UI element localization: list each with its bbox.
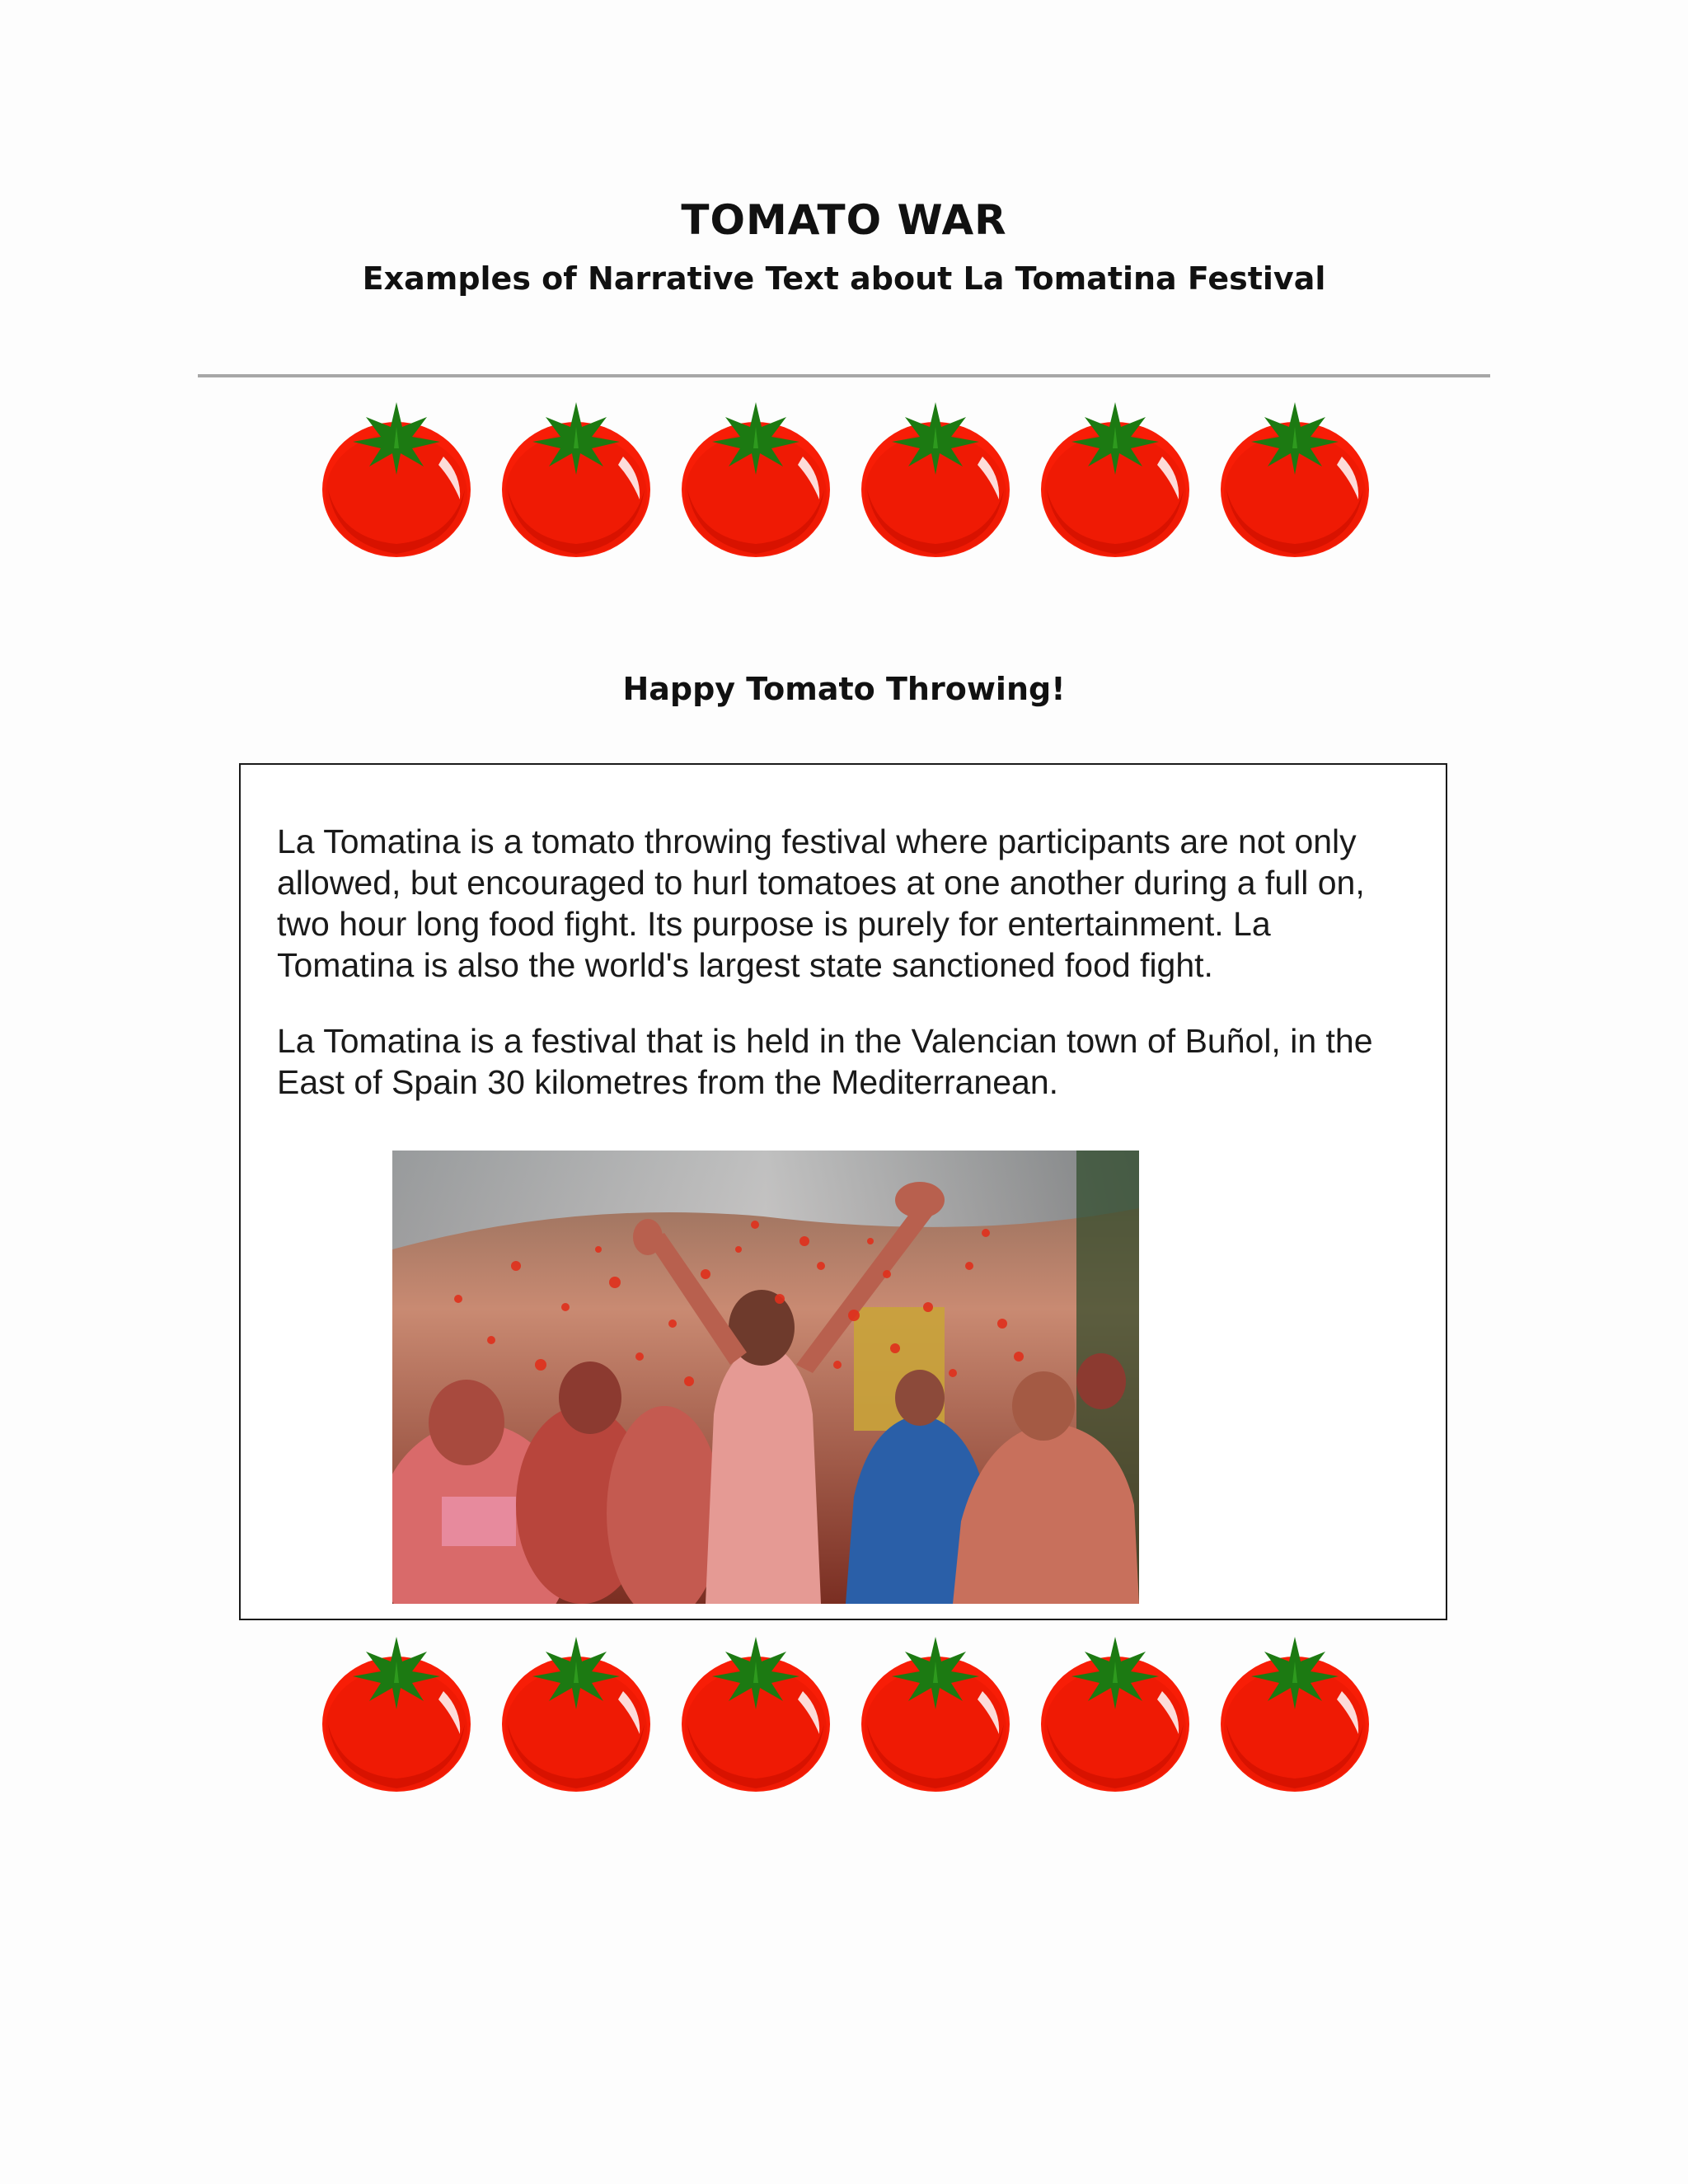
story-box	[239, 763, 1447, 1620]
page-title: TOMATO WAR	[681, 196, 1007, 244]
tomato-icon	[320, 1633, 473, 1793]
section-heading: Happy Tomato Throwing!	[622, 671, 1066, 707]
tomato-icon	[499, 1633, 653, 1793]
page-subtitle: Examples of Narrative Text about La Tomatina Festival	[362, 260, 1326, 297]
title-divider	[198, 374, 1490, 377]
festival-photo	[392, 1151, 1139, 1604]
tomato-icon	[320, 399, 473, 559]
tomato-row-bottom	[320, 1633, 1372, 1793]
tomato-row-top	[320, 399, 1372, 559]
story-paragraph-2: La Tomatina is a festival that is held in the Valencian town of Buñol, in the East of Spain 30 kilometres from the Mediterranean.	[277, 1022, 1373, 1101]
story-paragraph-1: La Tomatina is a tomato throwing festival where participants are not only allowed, but encouraged to hurl tomatoes at one another during a full on, two hour long food fight. Its purpose is purely for entertainment. La Tomatina is also the world's largest state sanctioned food fight.	[277, 823, 1365, 984]
tomato-icon	[1218, 1633, 1372, 1793]
tomato-icon	[1039, 1633, 1192, 1793]
tomato-icon	[859, 1633, 1012, 1793]
tomato-icon	[1039, 399, 1192, 559]
tomato-icon	[1218, 399, 1372, 559]
tomato-icon	[859, 399, 1012, 559]
tomato-icon	[679, 1633, 832, 1793]
tomato-icon	[679, 399, 832, 559]
tomato-icon	[499, 399, 653, 559]
